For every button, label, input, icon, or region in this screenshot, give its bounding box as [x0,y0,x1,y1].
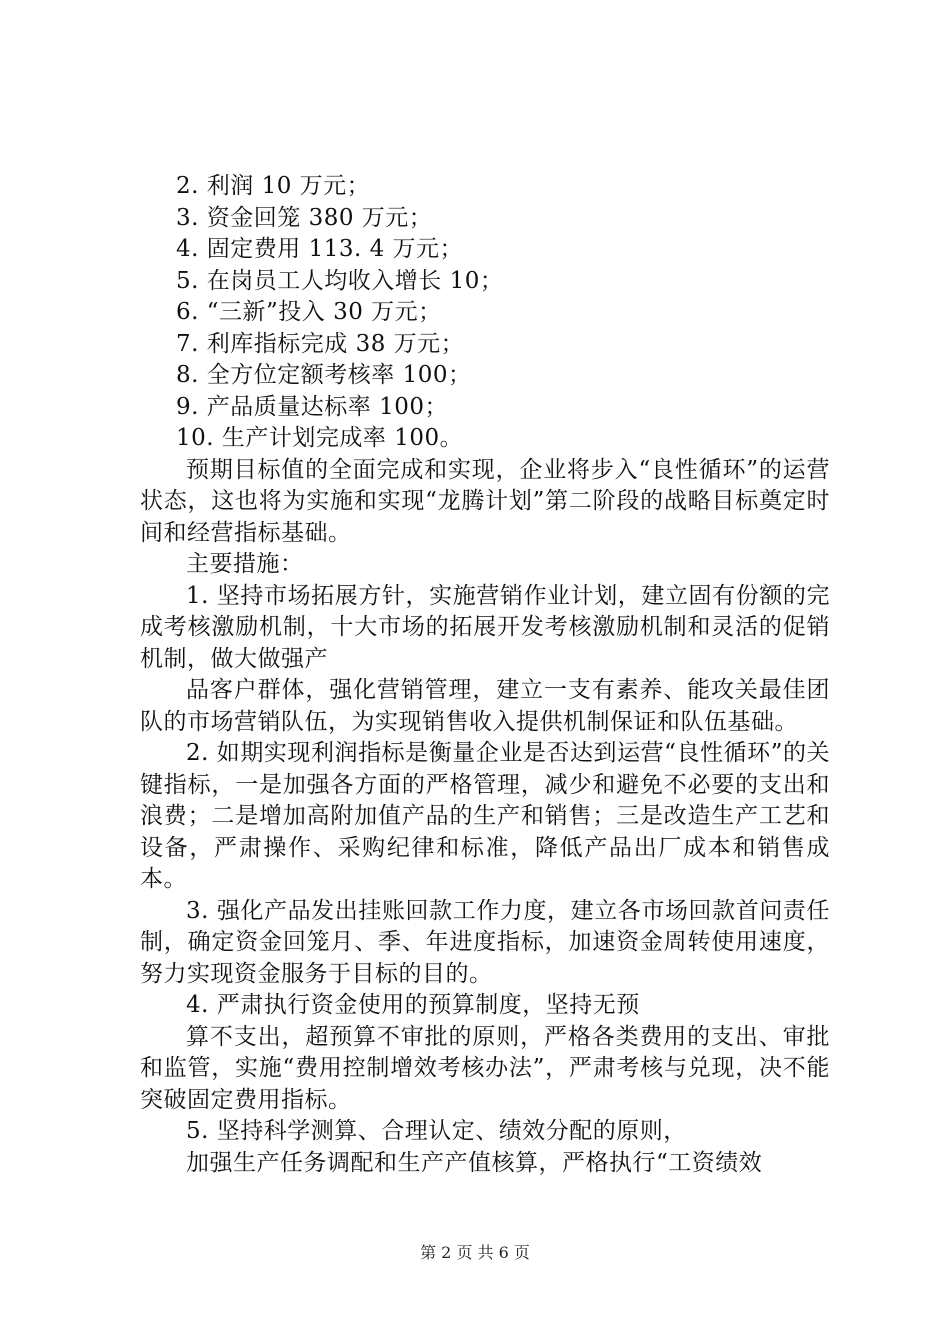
target-item: 8. 全方位定额考核率 100； [176,362,472,388]
page-number-footer: 第 2 页 共 6 页 [420,1243,530,1262]
target-item: 6. “三新”投入 30 万元； [176,299,442,325]
paragraph-measure-5-cont: 加强生产任务调配和生产产值核算，严格执行“工资绩效 [186,1149,763,1176]
paragraph-outcome: 预期目标值的全面完成和实现，企业将步入“良性循环”的运营状态，这也将为实施和实现“龙腾计划”第二阶段的战略目标奠定时间和经营指标基础。 [140,456,830,546]
paragraph-measure-2: 2. 如期实现利润指标是衡量企业是否达到运营“良性循环”的关键指标，一是加强各方面的严格管理，减少和避免不必要的支出和浪费；二是增加高附加值产品的生产和销售；三是改造生产工艺和设备，严肃操作、采购纪律和标准，降低产品出厂成本和销售成本。 [140,740,830,892]
target-item: 4. 固定费用 113. 4 万元； [176,236,464,262]
paragraph-measure-3: 3. 强化产品发出挂账回款工作力度，建立各市场回款首问责任制，确定资金回笼月、季、年进度指标，加速资金周转使用速度，努力实现资金服务于目标的目的。 [140,897,830,987]
heading-measures: 主要措施： [186,551,304,577]
target-item: 5. 在岗员工人均收入增长 10； [176,267,504,294]
target-item: 3. 资金回笼 380 万元； [176,204,433,231]
paragraph-measure-5: 5. 坚持科学测算、合理认定、绩效分配的原则， [186,1118,687,1144]
paragraph-measure-4: 4. 严肃执行资金使用的预算制度，坚持无预 [186,992,640,1018]
target-list [140,171,830,455]
paragraph-measure-1: 1. 坚持市场拓展方针，实施营销作业计划，建立固有份额的完成考核激励机制，十大市场的拓展开发考核激励机制和灵活的促销机制，做大做强产 [140,582,830,672]
paragraph-measure-4-cont: 算不支出，超预算不审批的原则，严格各类费用的支出、审批和监管，实施“费用控制增效考核办法”，严肃考核与兑现，决不能突破固定费用指标。 [140,1023,830,1113]
target-item: 7. 利库指标完成 38 万元； [176,330,465,357]
target-item: 2. 利润 10 万元； [176,173,371,199]
target-item: 10. 生产计划完成率 100。 [176,425,464,451]
document-body [140,171,830,1179]
paragraph-measure-1-cont: 品客户群体，强化营销管理，建立一支有素养、能攻关最佳团队的市场营销队伍，为实现销售收入提供机制保证和队伍基础。 [140,677,830,735]
target-item: 9. 产品质量达标率 100； [176,393,448,420]
